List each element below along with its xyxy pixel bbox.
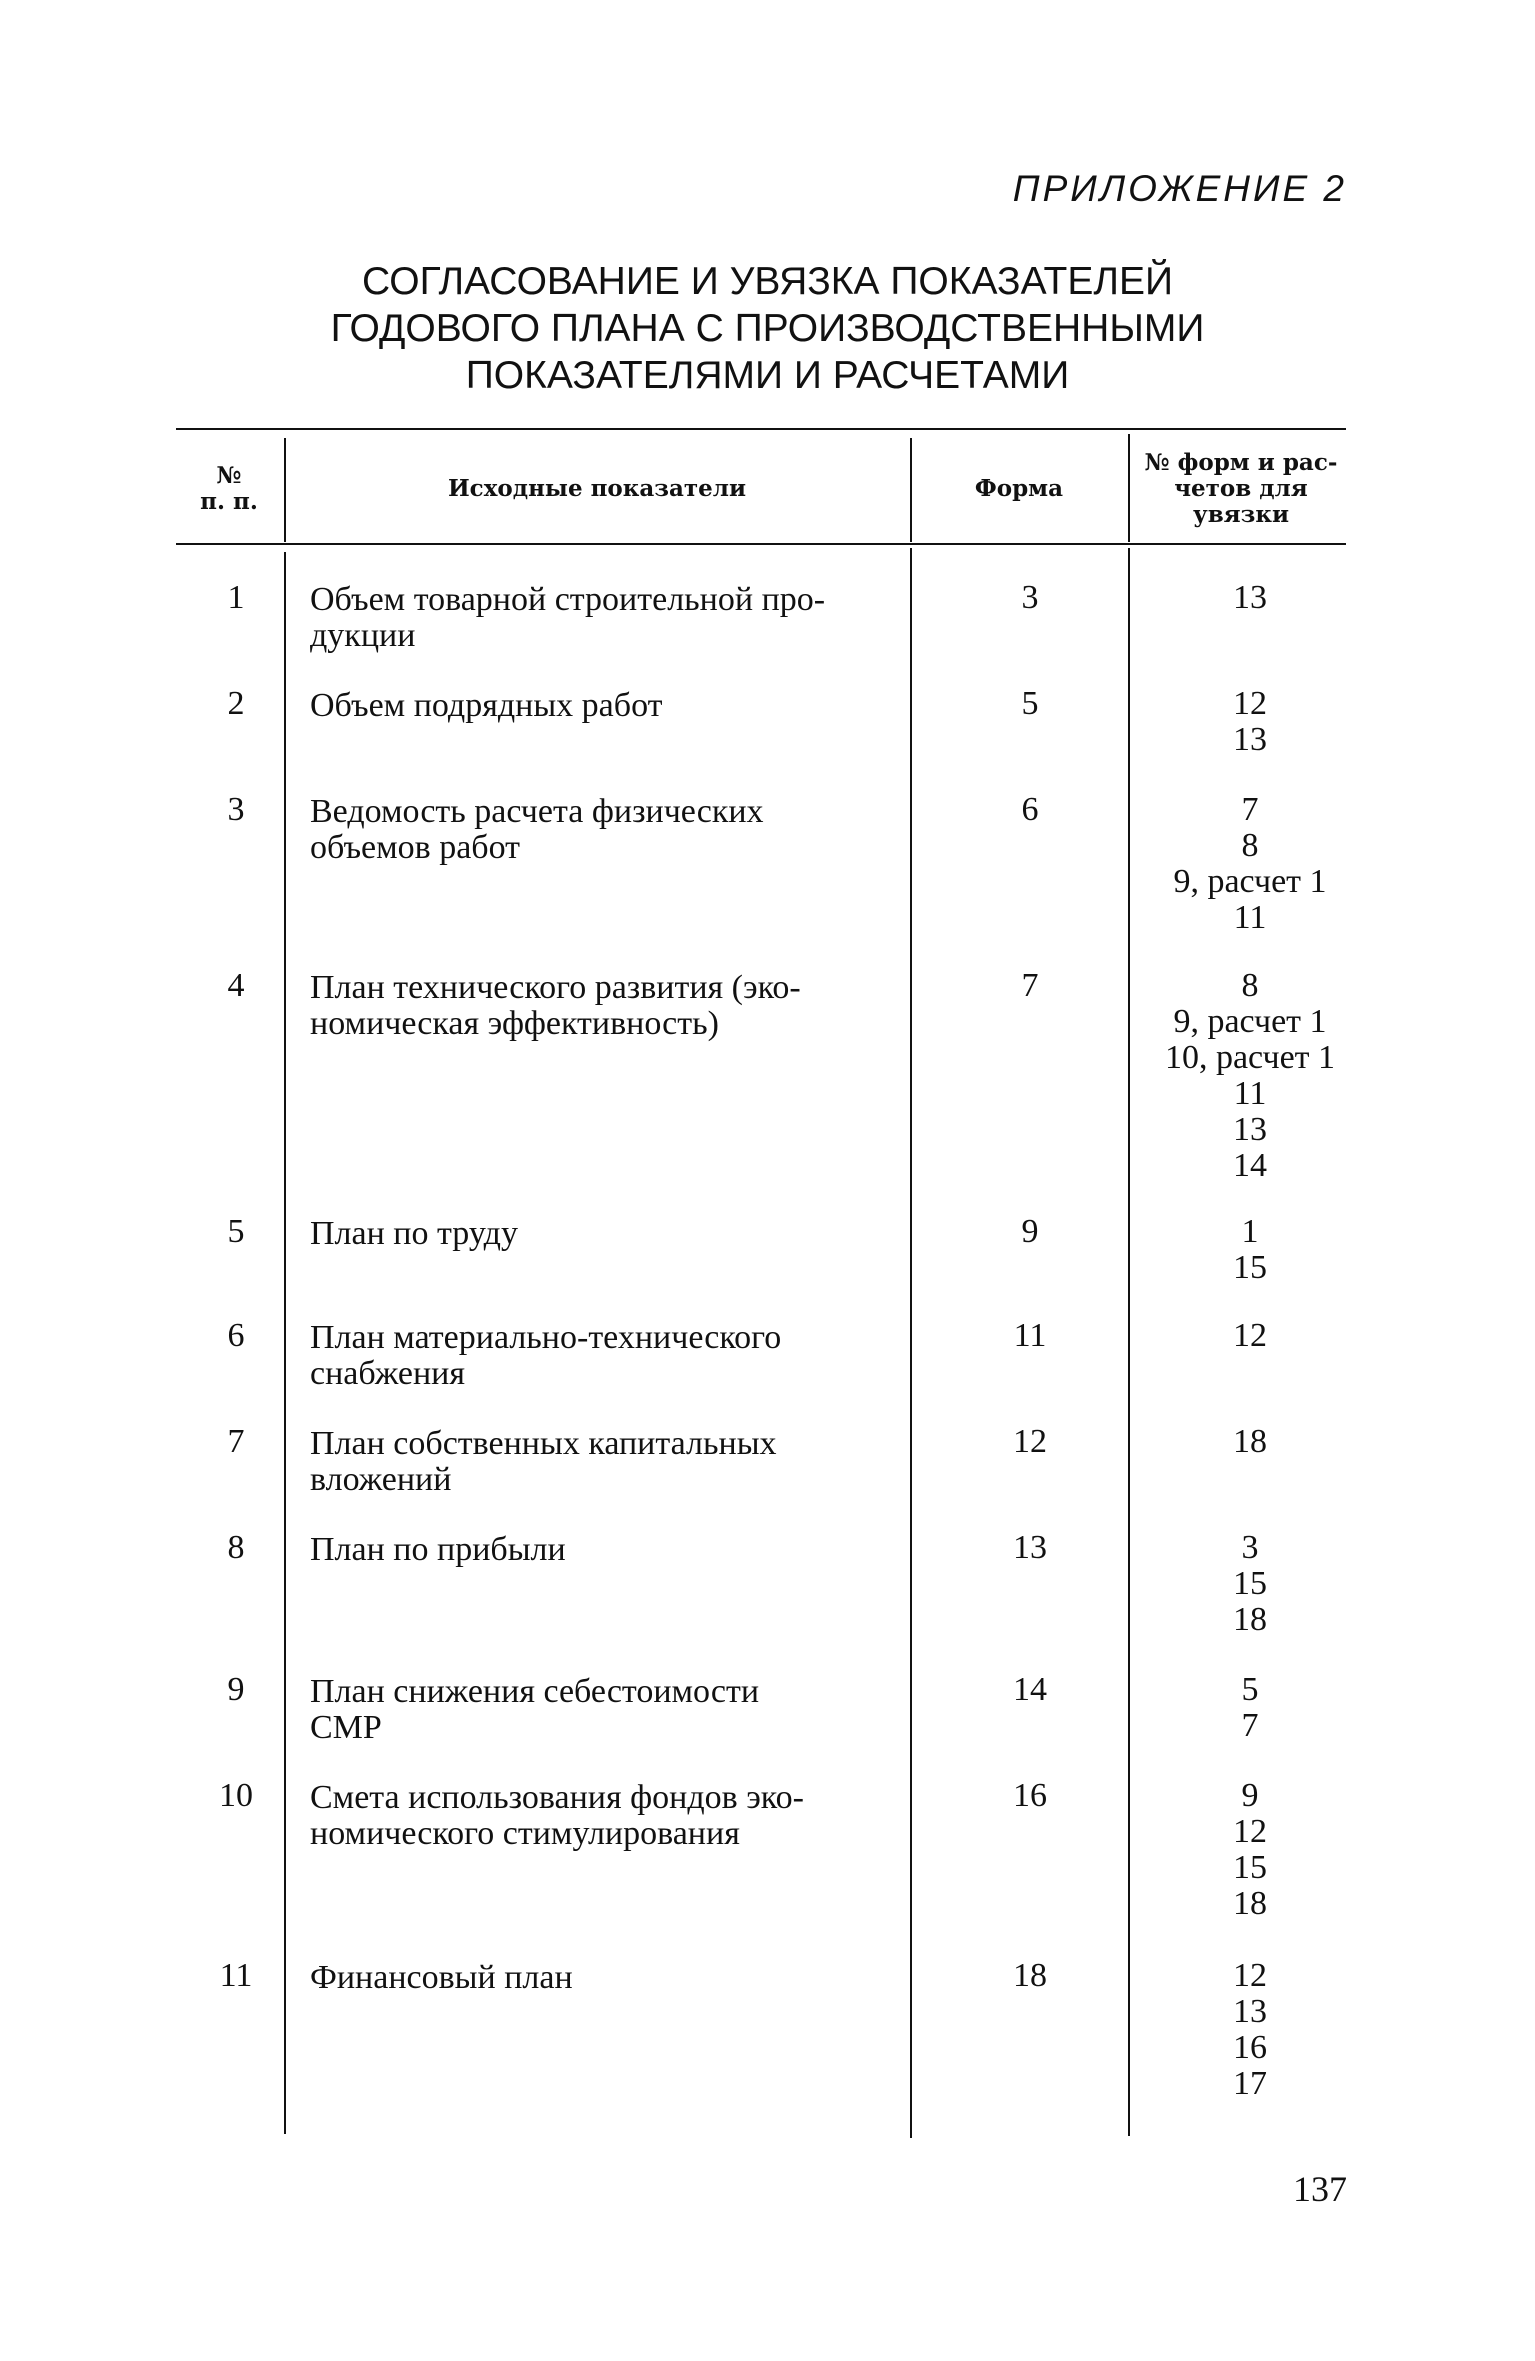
- row-link: 15: [1233, 1849, 1267, 1886]
- row-description-line: Объем подрядных работ: [310, 687, 663, 724]
- row-number: 7: [227, 1423, 245, 1460]
- row-links: [1130, 1424, 1370, 1460]
- row-description-line: Объем товарной строительной про-: [310, 581, 826, 618]
- row-description: [310, 1532, 898, 1568]
- row-form: 3: [1021, 579, 1039, 616]
- header-form: [912, 436, 1126, 542]
- row-description: [310, 1320, 898, 1392]
- row-description-line: объемов работ: [310, 829, 520, 866]
- row-link: 12: [1233, 1957, 1267, 1994]
- header-links-line: четов для: [1174, 475, 1308, 502]
- row-link: 1: [1241, 1213, 1259, 1250]
- row-number: 9: [227, 1671, 245, 1708]
- row-description: [310, 688, 898, 724]
- row-link: 9, расчет 1: [1173, 863, 1327, 900]
- header-num-line: №: [216, 462, 242, 489]
- row-form: 6: [1021, 791, 1039, 828]
- row-link: 7: [1241, 791, 1259, 828]
- row-link: 18: [1233, 1601, 1267, 1638]
- row-description-line: дукции: [310, 617, 416, 654]
- row-link: 17: [1233, 2065, 1267, 2102]
- row-links: [1130, 1958, 1370, 2102]
- row-link: 14: [1233, 1147, 1267, 1184]
- row-form: 11: [1013, 1317, 1047, 1354]
- row-links: [1130, 1672, 1370, 1744]
- row-number: 1: [227, 579, 245, 616]
- row-link: 12: [1233, 685, 1267, 722]
- row-links: [1130, 792, 1370, 936]
- header-num-line: п. п.: [200, 488, 258, 515]
- appendix-label: ПРИЛОЖЕНИЕ 2: [1012, 168, 1347, 209]
- header-form-label: Форма: [974, 475, 1064, 502]
- row-number: 6: [227, 1317, 245, 1354]
- table-header-rule: [176, 543, 1346, 545]
- row-link: 15: [1233, 1565, 1267, 1602]
- row-link: 13: [1233, 1111, 1267, 1148]
- column-divider-desc-body: [910, 548, 912, 2138]
- row-link: 3: [1241, 1529, 1259, 1566]
- row-description: [310, 794, 898, 866]
- header-desc-label: Исходные показатели: [447, 475, 747, 502]
- row-link: 10, расчет 1: [1164, 1039, 1336, 1076]
- title-line: ГОДОВОГО ПЛАНА С ПРОИЗВОДСТВЕННЫМИ: [330, 307, 1205, 350]
- row-form: 5: [1021, 685, 1039, 722]
- row-link: 15: [1233, 1249, 1267, 1286]
- row-description-line: Ведомость расчета физических: [310, 793, 764, 830]
- row-number: 5: [227, 1213, 245, 1250]
- row-form: 18: [1013, 1957, 1047, 1994]
- row-description: [310, 1960, 898, 1996]
- title-line: ПОКАЗАТЕЛЯМИ И РАСЧЕТАМИ: [465, 354, 1070, 397]
- header-desc: [286, 436, 908, 542]
- row-link: 18: [1233, 1885, 1267, 1922]
- row-link: 7: [1241, 1707, 1259, 1744]
- row-form: 14: [1013, 1671, 1047, 1708]
- row-link: 16: [1233, 2029, 1267, 2066]
- row-description-line: Финансовый план: [310, 1959, 573, 1996]
- row-link: 8: [1241, 827, 1259, 864]
- row-description-line: вложений: [310, 1461, 452, 1498]
- column-divider-num-body: [284, 552, 286, 2134]
- row-description-line: снабжения: [310, 1355, 465, 1392]
- row-description-line: Смета использования фондов эко-: [310, 1779, 804, 1816]
- row-form: 7: [1021, 967, 1039, 1004]
- row-link: 8: [1241, 967, 1259, 1004]
- row-description-line: номическая эффективность): [310, 1005, 719, 1042]
- row-links: [1130, 968, 1370, 1184]
- table-top-rule: [176, 428, 1346, 430]
- title-line: СОГЛАСОВАНИЕ И УВЯЗКА ПОКАЗАТЕЛЕЙ: [361, 260, 1174, 303]
- row-description-line: План материально-технического: [310, 1319, 782, 1356]
- row-description: [310, 1674, 898, 1746]
- header-links-line: увязки: [1192, 501, 1290, 528]
- row-form: 9: [1021, 1213, 1039, 1250]
- row-links: [1130, 1214, 1370, 1286]
- row-link: 5: [1241, 1671, 1259, 1708]
- row-description: [310, 1216, 898, 1252]
- row-form: 12: [1013, 1423, 1047, 1460]
- row-description-line: План снижения себестоимости: [310, 1673, 760, 1710]
- row-description: [310, 970, 898, 1042]
- header-links: [1130, 436, 1352, 542]
- row-description-line: номического стимулирования: [310, 1815, 740, 1852]
- row-links: [1130, 580, 1370, 616]
- row-description-line: План по прибыли: [310, 1531, 566, 1568]
- document-title: [0, 258, 1535, 399]
- row-link: 13: [1233, 579, 1267, 616]
- row-description-line: План по труду: [310, 1215, 518, 1252]
- row-number: 4: [227, 967, 245, 1004]
- row-link: 13: [1233, 721, 1267, 758]
- row-link: 11: [1233, 899, 1267, 936]
- row-link: 18: [1233, 1423, 1267, 1460]
- row-links: [1130, 686, 1370, 758]
- row-number: 2: [227, 685, 245, 722]
- row-description: [310, 1780, 898, 1852]
- row-number: 11: [219, 1957, 253, 1994]
- row-description-line: План собственных капитальных: [310, 1425, 777, 1462]
- row-links: [1130, 1778, 1370, 1922]
- row-links: [1130, 1530, 1370, 1638]
- row-links: [1130, 1318, 1370, 1354]
- row-form: 16: [1013, 1777, 1047, 1814]
- row-link: 12: [1233, 1813, 1267, 1850]
- row-form: 13: [1013, 1529, 1047, 1566]
- header-links-line: № форм и рас-: [1144, 449, 1338, 476]
- row-link: 11: [1233, 1075, 1267, 1112]
- row-number: 3: [227, 791, 245, 828]
- page-number: 137: [1293, 2169, 1347, 2209]
- row-link: 12: [1233, 1317, 1267, 1354]
- row-description-line: План технического развития (эко-: [310, 969, 801, 1006]
- row-description: [310, 1426, 898, 1498]
- row-link: 9, расчет 1: [1173, 1003, 1327, 1040]
- row-link: 13: [1233, 1993, 1267, 2030]
- row-description: [310, 582, 898, 654]
- row-link: 9: [1241, 1777, 1259, 1814]
- row-number: 10: [219, 1777, 253, 1814]
- row-description-line: СМР: [310, 1709, 382, 1746]
- row-number: 8: [227, 1529, 245, 1566]
- header-num: [176, 436, 282, 542]
